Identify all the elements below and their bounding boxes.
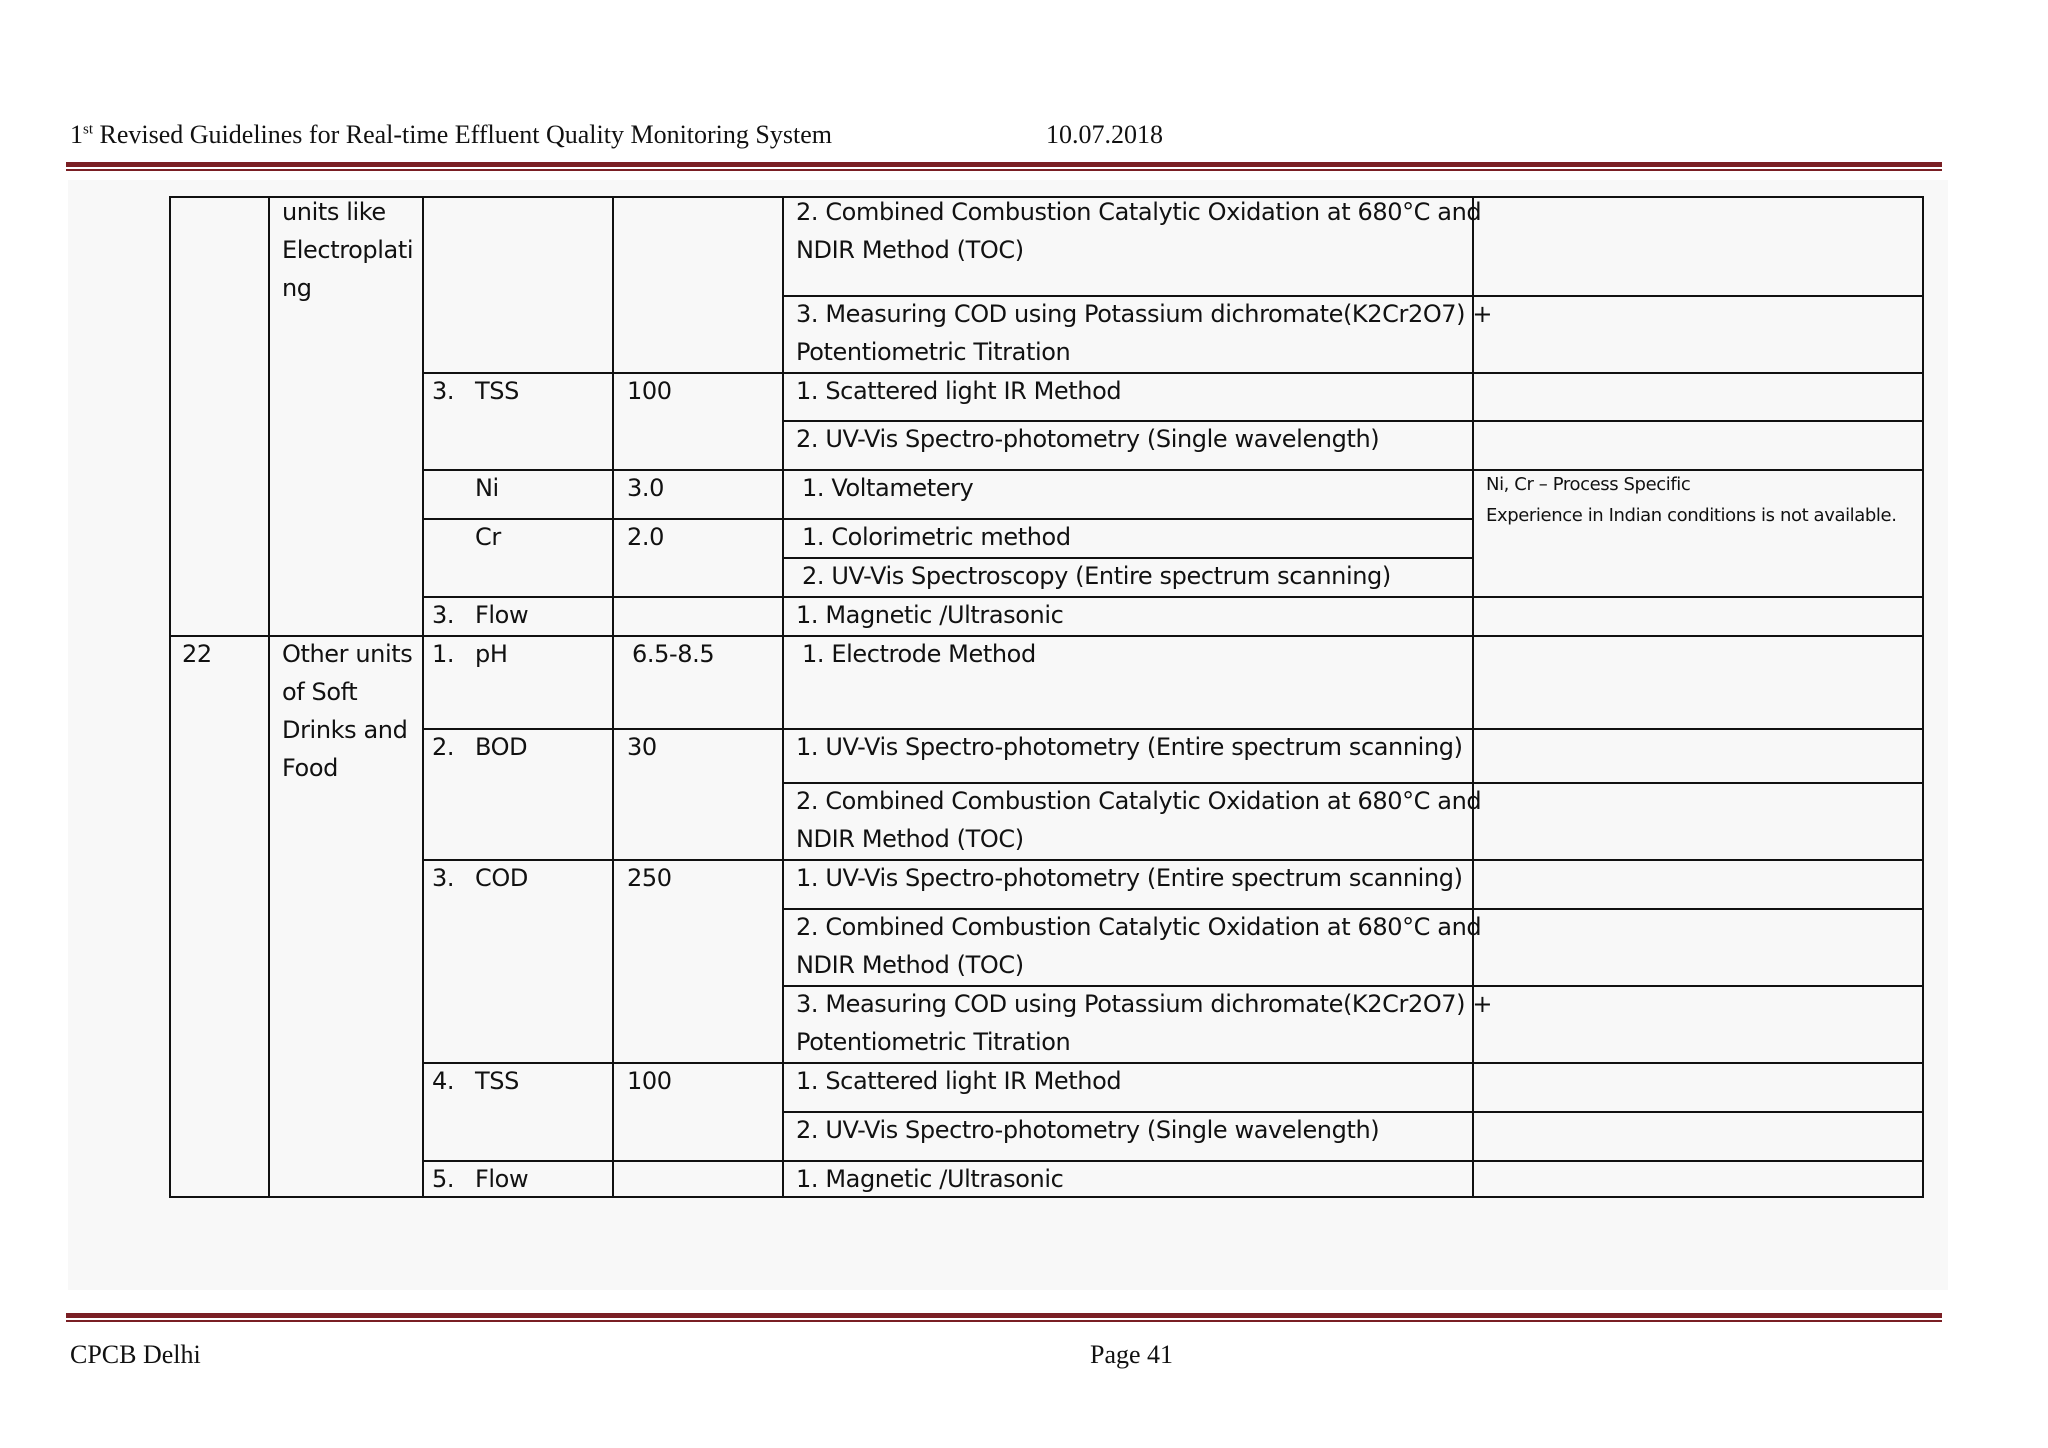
param-name: COD (475, 864, 528, 892)
title-ordinal: 1 (70, 120, 83, 149)
param-number: 1. (432, 640, 455, 668)
method-text: 3. Measuring COD using Potassium dichromate(K2Cr2O7) + (796, 300, 1493, 328)
industry-line: Electroplati (282, 236, 414, 264)
remark-text: Ni, Cr – Process Specific (1486, 474, 1691, 495)
method-text: 1. Magnetic /Ultrasonic (796, 601, 1064, 629)
param-number: 3. (432, 864, 455, 892)
param-name: TSS (475, 377, 519, 405)
industry-line: Other units (282, 640, 413, 668)
param-limit: 6.5-8.5 (632, 640, 715, 668)
title-text: Revised Guidelines for Real-time Effluent Quality Monitoring System (99, 120, 832, 149)
method-text: 2. Combined Combustion Catalytic Oxidation at 680°C and (796, 787, 1482, 815)
row-divider (422, 596, 1924, 598)
table-border-left (169, 196, 171, 1198)
method-text: 2. UV-Vis Spectro-photometry (Single wavelength) (796, 1116, 1380, 1144)
param-name: Ni (475, 474, 499, 502)
param-limit: 250 (627, 864, 672, 892)
method-text: NDIR Method (TOC) (796, 236, 1024, 264)
method-text: 1. Magnetic /Ultrasonic (796, 1165, 1064, 1193)
industry-line: Drinks and (282, 716, 408, 744)
method-text: 1. Electrode Method (802, 640, 1036, 668)
method-text: 1. Colorimetric method (802, 523, 1071, 551)
param-number: 2. (432, 733, 455, 761)
param-limit: 2.0 (627, 523, 664, 551)
method-text: 1. UV-Vis Spectro-photometry (Entire spectrum scanning) (796, 864, 1463, 892)
param-limit: 3.0 (627, 474, 664, 502)
page-number: Page 41 (1090, 1340, 1174, 1369)
col-divider (782, 196, 784, 1198)
footer-rule-thin (66, 1320, 1942, 1322)
method-text: Potentiometric Titration (796, 1028, 1071, 1056)
method-text: 1. Voltametery (802, 474, 974, 502)
param-number: 3. (432, 377, 455, 405)
footer-org: CPCB Delhi (70, 1340, 201, 1369)
param-limit: 100 (627, 1067, 672, 1095)
col-divider (612, 196, 614, 1198)
param-name: TSS (475, 1067, 519, 1095)
header-rule-thin (66, 169, 1942, 171)
param-name: Flow (475, 601, 529, 629)
remark-text: Experience in Indian conditions is not available. (1486, 505, 1897, 526)
col-divider (1472, 196, 1474, 1198)
method-text: 1. Scattered light IR Method (796, 377, 1122, 405)
param-number: 4. (432, 1067, 455, 1095)
industry-line: of Soft (282, 678, 358, 706)
param-limit: 100 (627, 377, 672, 405)
footer-rule (66, 1313, 1942, 1318)
param-number: 3. (432, 601, 455, 629)
param-name: pH (475, 640, 508, 668)
method-text: 3. Measuring COD using Potassium dichromate(K2Cr2O7) + (796, 990, 1493, 1018)
param-number: 5. (432, 1165, 455, 1193)
param-name: Flow (475, 1165, 529, 1193)
serial-number: 22 (182, 640, 212, 668)
col-divider (422, 196, 424, 1198)
table-border-right (1922, 196, 1924, 1198)
method-text: Potentiometric Titration (796, 338, 1071, 366)
method-text: 2. UV-Vis Spectro-photometry (Single wavelength) (796, 425, 1380, 453)
header-rule (66, 162, 1942, 167)
industry-line: ng (282, 274, 312, 302)
method-text: 1. Scattered light IR Method (796, 1067, 1122, 1095)
method-text: NDIR Method (TOC) (796, 825, 1024, 853)
row-divider (422, 1160, 1924, 1162)
method-text: 2. Combined Combustion Catalytic Oxidation at 680°C and (796, 913, 1482, 941)
industry-line: units like (282, 198, 386, 226)
param-name: BOD (475, 733, 528, 761)
param-name: Cr (475, 523, 501, 551)
col-divider (268, 196, 270, 1198)
method-text: 2. Combined Combustion Catalytic Oxidation at 680°C and (796, 198, 1482, 226)
method-text: NDIR Method (TOC) (796, 951, 1024, 979)
method-text: 2. UV-Vis Spectroscopy (Entire spectrum scanning) (802, 562, 1391, 590)
industry-line: Food (282, 754, 338, 782)
method-text: 1. UV-Vis Spectro-photometry (Entire spectrum scanning) (796, 733, 1463, 761)
document-date: 10.07.2018 (1046, 120, 1163, 149)
param-limit: 30 (627, 733, 657, 761)
title-ordinal-suffix: st (83, 121, 94, 138)
document-title (70, 120, 832, 150)
